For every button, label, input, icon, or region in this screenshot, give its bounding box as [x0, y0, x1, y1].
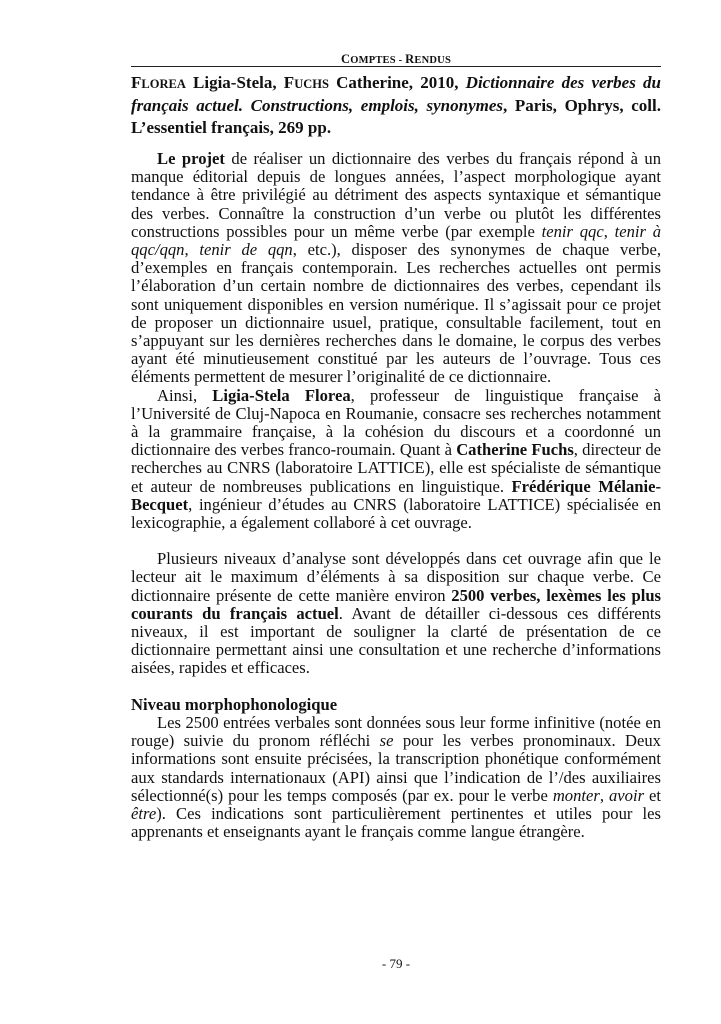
header-separator: - — [395, 55, 406, 66]
example-word: avoir — [609, 785, 645, 805]
text-span: , directeur de recherches au CNRS (laboratoire LATTICE), elle est spécialiste de sémantique et auteur de nombreuses publications en linguistique. — [131, 440, 661, 496]
text-span: , — [603, 221, 615, 241]
example-phrase: tenir à qqc/qqn — [131, 221, 661, 260]
paragraph-morphophonology — [131, 714, 661, 841]
example-word: être — [131, 803, 157, 823]
header-word-1: OMPTES — [350, 55, 396, 66]
author-name: Ligia-Stela Florea — [212, 385, 351, 405]
header-initial-1: C — [341, 52, 351, 66]
collaborator-name: Frédérique Mélanie-Becquet — [131, 476, 661, 514]
text-span: . Avant de détailler ci-dessous ces différents niveaux, il est important de souligner la clarté de présentation de ce dictionnaire permettant ainsi une consultation et une recherche d’informations aisées, rapides et efficaces. — [131, 603, 661, 678]
example-phrase: tenir de qqn — [199, 240, 293, 260]
text-span: pour les verbes pronominaux. Deux informations sont ensuite précisées, la transcription phonétique conformément aux standards internationaux (API) ainsi que l’indication de l’/des auxiliaires sélectionné(s) pour les temps composés (par ex. pour le verbe — [131, 731, 661, 805]
text-span: Plusieurs niveaux d’analyse sont développés dans cet ouvrage afin que le lecteur ait le maximum d’éléments à sa disposition sur chaque verbe. Ce dictionnaire présente de cette manière environ — [131, 549, 661, 605]
lead-phrase: Le projet — [157, 149, 225, 168]
text-span: , — [599, 785, 609, 805]
author-2-surname: UCHS — [294, 77, 329, 91]
bibliographic-reference — [131, 72, 661, 139]
paragraph-analysis-levels — [131, 550, 661, 677]
header-initial-2: R — [405, 52, 415, 66]
text-span: , — [184, 240, 200, 260]
author-1-initial: F — [131, 73, 142, 92]
text-span: et — [644, 785, 662, 805]
example-phrase: tenir qqc — [541, 221, 604, 241]
text-span: , etc.), disposer des synonymes de chaque verbe, d’exemples en français contemporain. Les recherches actuelles ont permis l’élaboration d’un certain nombre de dictionnaires des verbes, cependant ils sont uniquement disponibles en version numérique. Il s’agissait pour ce projet de proposer un dictionnaire usuel, pratique, consultable facilement, tout en s’appuyant sur les dernières recherches dans le domaine, le corpus des verbes ayant été minutieusement constitué par les auteurs de l’ouvrage. Tous ces éléments permettent de mesurer l’originalité de ce dictionnaire. — [131, 240, 661, 387]
example-word: monter — [552, 785, 600, 805]
author-2-rest: Catherine, 2010, — [328, 73, 466, 92]
header-word-2: ENDUS — [414, 55, 451, 66]
author-1-surname: LOREA — [141, 77, 186, 91]
page-number: - 79 - — [381, 956, 411, 971]
author-1-rest: Ligia-Stela, — [185, 73, 284, 92]
author-name: Catherine Fuchs — [456, 440, 574, 460]
text-span: , ingénieur d’études au CNRS (laboratoire LATTICE) spécialisée en lexicographie, a également collaboré à cet ouvrage. — [131, 494, 661, 533]
publisher-info: , Paris, Ophrys, coll. L’essentiel français, 269 pp. — [131, 96, 661, 137]
text-span: Les 2500 entrées verbales sont données sous leur forme infinitive (notée en rouge) suivie du pronom réfléchi — [131, 712, 661, 751]
header-rule — [131, 66, 661, 67]
paragraph-project — [131, 150, 661, 387]
text-span: Ainsi, — [157, 385, 213, 405]
author-2-initial: F — [283, 73, 295, 92]
text-span: de réaliser un dictionnaire des verbes du français répond à un manque éditorial depuis de longues années, l’aspect morphologique ayant tendance à être privilégié au détriment des aspects syntaxique et sémantique des verbes. Connaître la construction d’un verbe ou plutôt les différentes constructions possibles pour un même verbe (par exemple — [131, 149, 661, 241]
paragraph-authors — [131, 387, 661, 533]
book-title: Dictionnaire des verbes du français actuel. Constructions, emplois, synonymes — [131, 73, 661, 115]
review-body — [131, 150, 661, 841]
emphasis-phrase: 2500 verbes, lexèmes les plus courants du français actuel — [131, 585, 662, 623]
example-word: se — [379, 731, 394, 751]
section-heading: Niveau morphophonologique — [131, 694, 338, 714]
text-span: , professeur de linguistique française à l’Université de Cluj-Napoca en Roumanie, consacre ses recherches notamment à la grammaire française, à la cohésion du discours et a coordonné un dictionnaire des verbes franco-roumain. Quant à — [131, 385, 661, 460]
running-header — [131, 52, 661, 67]
text-span: ). Ces indications sont particulièrement pertinentes et utiles pour les apprenants et enseignants ayant le français comme langue étrangère. — [131, 803, 661, 842]
